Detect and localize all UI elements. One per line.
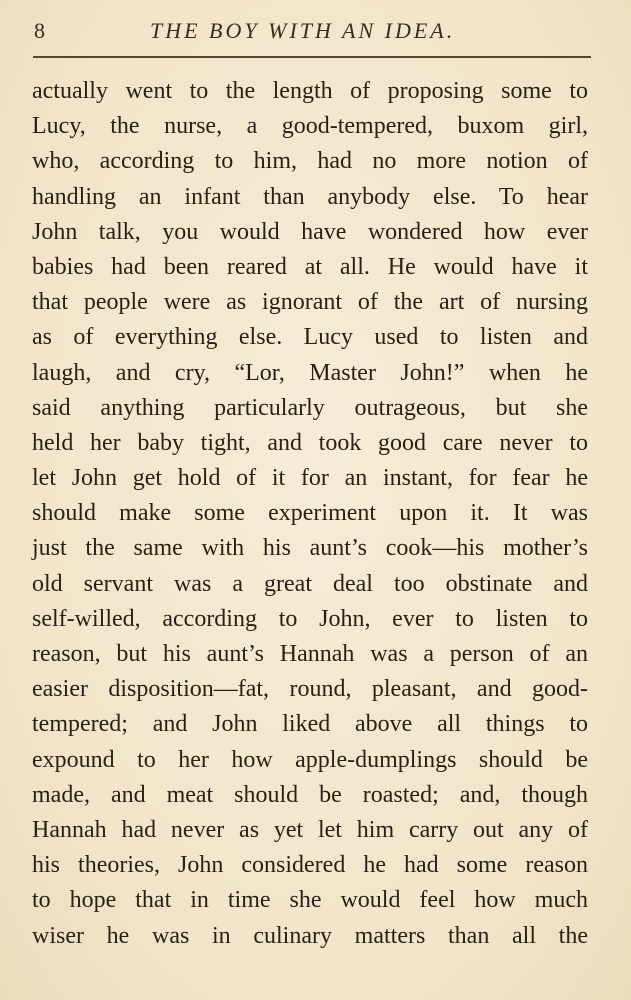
text-line: wiser he was in culinary matters than all the <box>32 922 588 949</box>
text-line: who, according to him, had no more notion of <box>32 148 588 175</box>
running-head <box>30 14 591 50</box>
text-line: his theories, John considered he had some reason <box>32 852 588 879</box>
text-line: laugh, and cry, “Lor, Master John!” when he <box>32 359 588 386</box>
text-line: tempered; and John liked above all things to <box>32 711 588 738</box>
text-line: expound to her how apple-dumplings should be <box>32 746 588 773</box>
text-line: Lucy, the nurse, a good-tempered, buxom girl, <box>32 113 588 140</box>
text-line: as of everything else. Lucy used to listen and <box>32 324 588 351</box>
text-line: let John get hold of it for an instant, for fear he <box>32 465 588 492</box>
text-line: handling an infant than anybody else. To hear <box>32 183 588 210</box>
text-line: old servant was a great deal too obstinate and <box>32 570 588 597</box>
text-line: self-willed, according to John, ever to listen to <box>32 605 588 632</box>
text-line: should make some experiment upon it. It was <box>32 500 588 527</box>
header-rule <box>33 56 591 58</box>
text-line: John talk, you would have wondered how ever <box>32 218 588 245</box>
text-line: babies had been reared at all. He would have it <box>32 253 588 280</box>
text-line: said anything particularly outrageous, but she <box>32 394 588 421</box>
body-text <box>32 74 588 954</box>
text-line: reason, but his aunt’s Hannah was a person of an <box>32 641 588 667</box>
text-line: made, and meat should be roasted; and, though <box>32 781 588 808</box>
text-line: Hannah had never as yet let him carry out any of <box>32 816 588 843</box>
page-number: 8 <box>34 18 45 43</box>
text-line: to hope that in time she would feel how much <box>32 887 588 914</box>
text-line: actually went to the length of proposing some to <box>32 78 588 104</box>
running-title: THE BOY WITH AN IDEA. <box>150 18 456 43</box>
text-line: held her baby tight, and took good care never to <box>32 429 588 456</box>
text-line: that people were as ignorant of the art of nursing <box>32 289 588 316</box>
text-line: just the same with his aunt’s cook—his mother’s <box>32 535 588 562</box>
text-line: easier disposition—fat, round, pleasant, and good- <box>32 676 588 703</box>
